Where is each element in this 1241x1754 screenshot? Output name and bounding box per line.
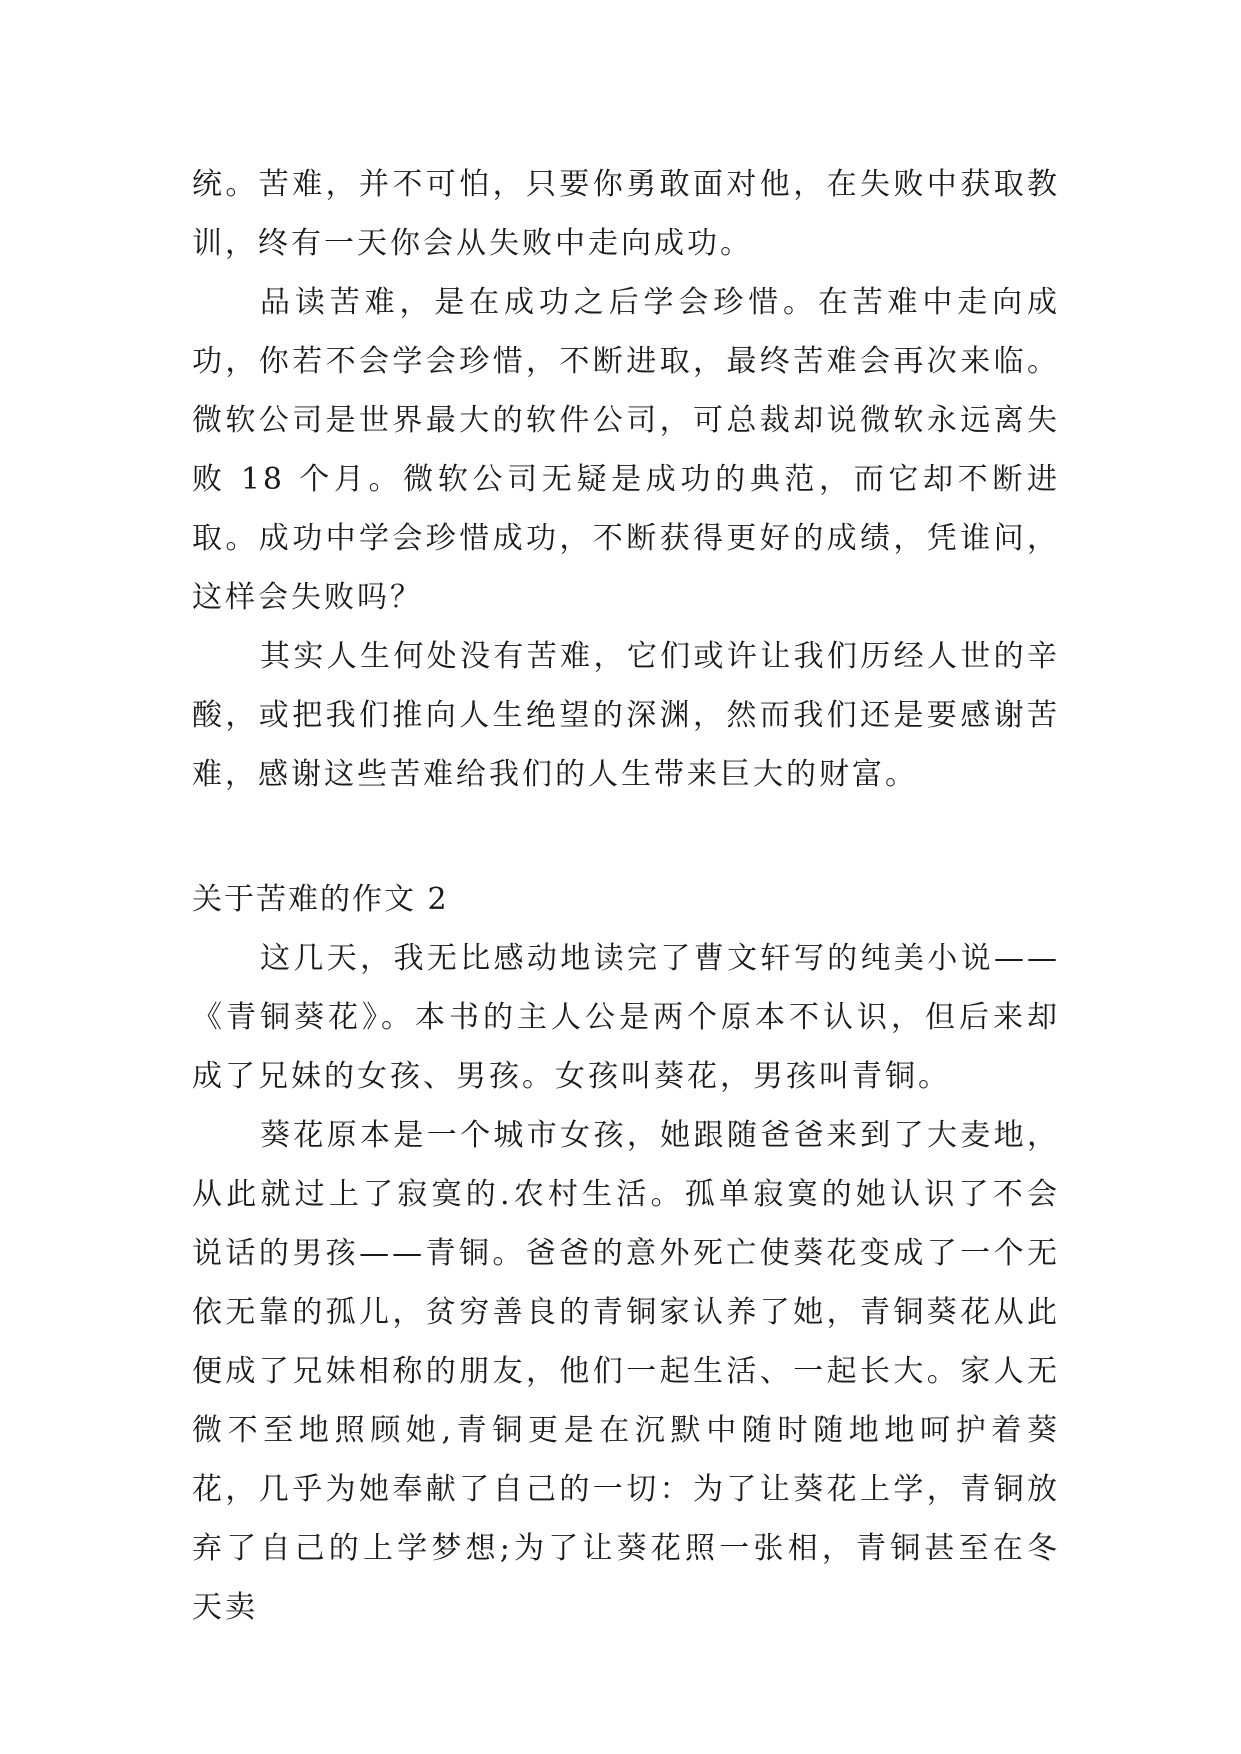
paragraph-continuation: 统。苦难，并不可怕，只要你勇敢面对他，在失败中获取教训，终有一天你会从失败中走向成功。	[192, 167, 1060, 261]
paragraph-cherish-success: 品读苦难，是在成功之后学会珍惜。在苦难中走向成功，你若不会学会珍惜，不断进取，最终苦难会再次来临。微软公司是世界最大的软件公司，可总裁却说微软永远离失败 18 个月。微软公司无疑是成功的典范，而它却不断进取。成功中学会珍惜成功，不断获得更好的成绩，凭谁问，这样会失败吗？	[192, 285, 1060, 615]
paragraph-book-intro: 这几天，我无比感动地读完了曹文轩写的纯美小说——《青铜葵花》。本书的主人公是两个原本不认识，但后来却成了兄妹的女孩、男孩。女孩叫葵花，男孩叫青铜。	[192, 941, 1060, 1094]
section-title: 关于苦难的作文 2	[192, 882, 449, 917]
paragraph-story-summary: 葵花原本是一个城市女孩，她跟随爸爸来到了大麦地，从此就过上了寂寞的.农村生活。孤单寂寞的她认识了不会说话的男孩——青铜。爸爸的意外死亡使葵花变成了一个无依无靠的孤儿，贫穷善良的青铜家认养了她，青铜葵花从此便成了兄妹相称的朋友，他们一起生活、一起长大。家人无微不至地照顾她,青铜更是在沉默中随时随地地呵护着葵花，几乎为她奉献了自己的一切：为了让葵花上学，青铜放弃了自己的上学梦想;为了让葵花照一张相，青铜甚至在冬天卖	[192, 1118, 1060, 1625]
paragraph-thank-hardship: 其实人生何处没有苦难，它们或许让我们历经人世的辛酸，或把我们推向人生绝望的深渊，然而我们还是要感谢苦难，感谢这些苦难给我们的人生带来巨大的财富。	[192, 639, 1060, 792]
document-body	[192, 155, 1060, 1637]
section-gap	[192, 804, 1060, 870]
